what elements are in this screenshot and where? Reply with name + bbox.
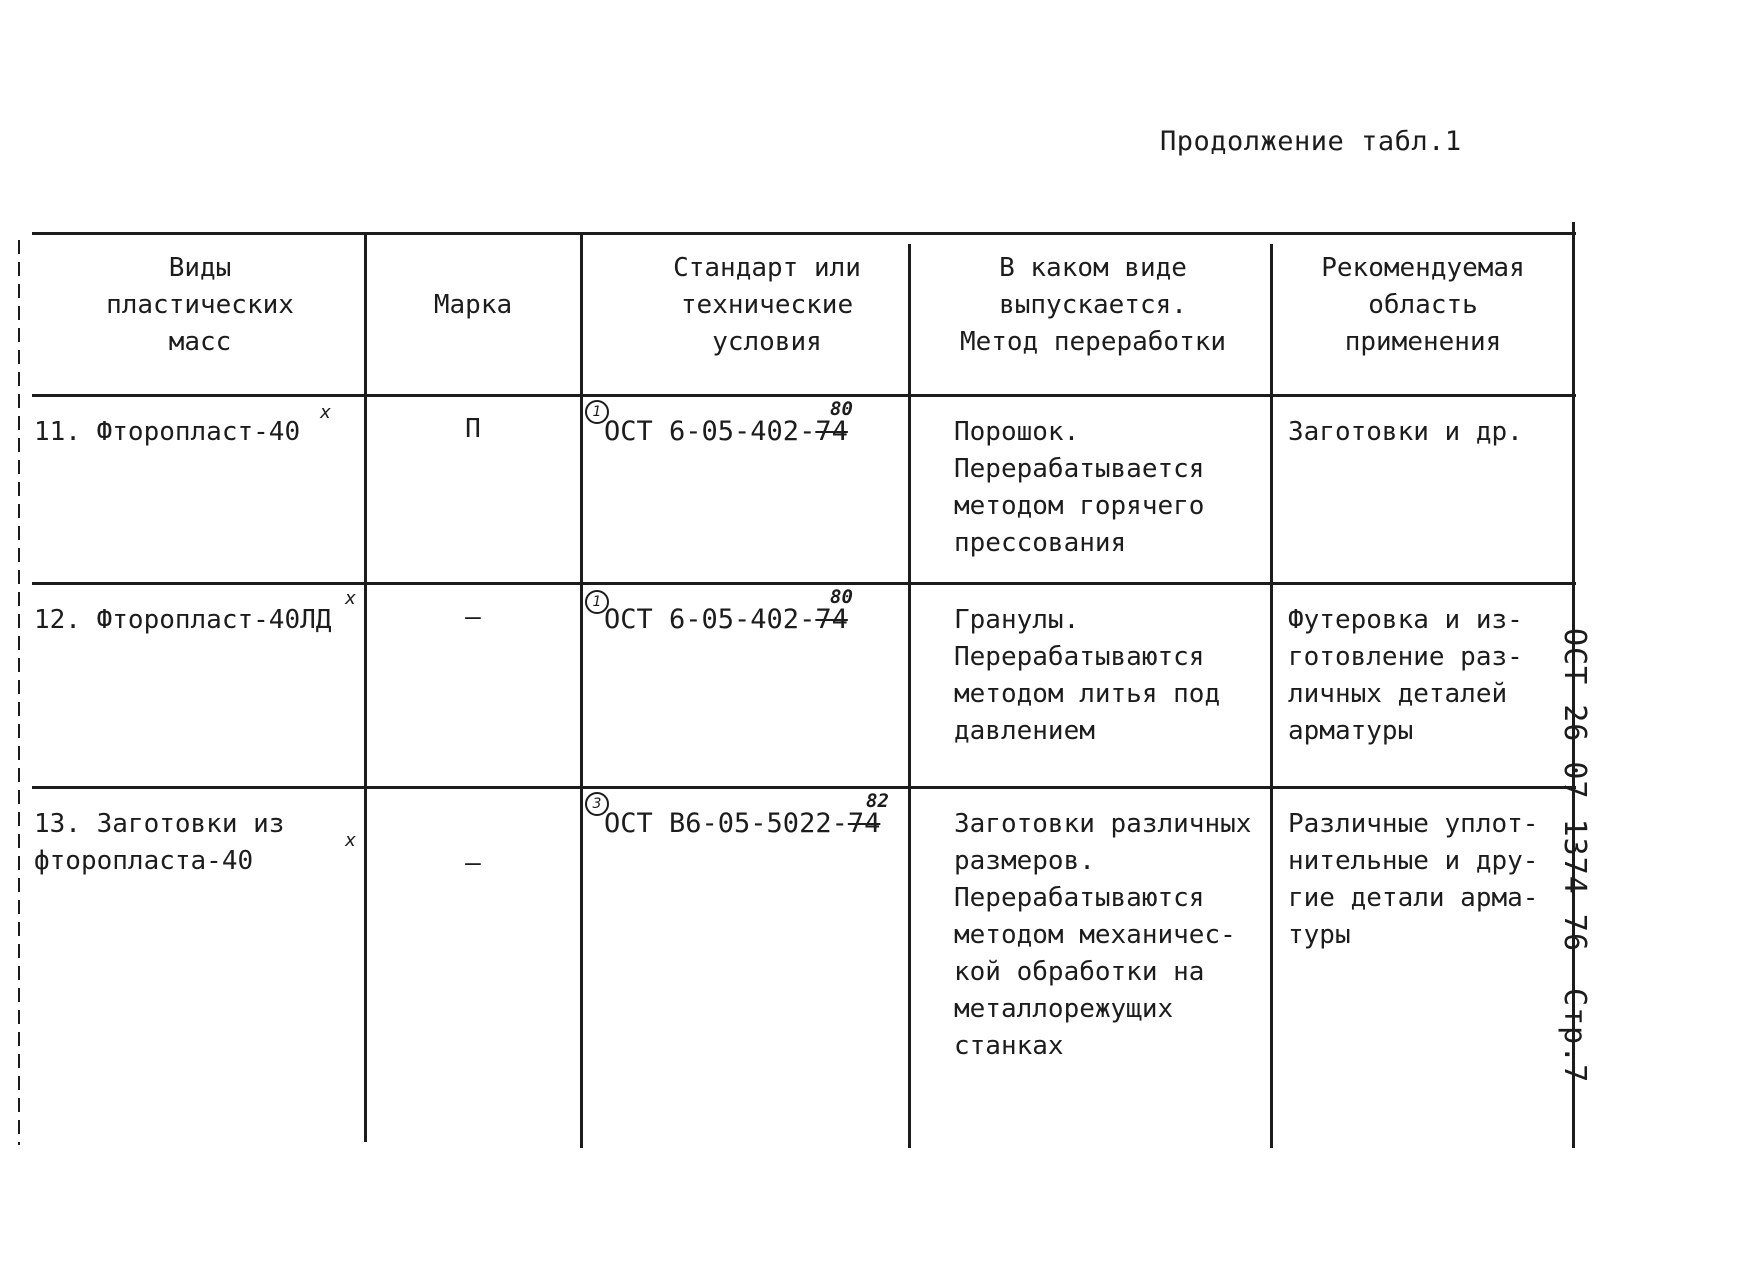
standard-prefix: ОСТ 6-05-402- (604, 416, 816, 447)
standard-correction: 80 (830, 398, 853, 420)
row-name: 12. Фторопласт-40ЛД (34, 605, 332, 635)
row-form: Гранулы. Перерабатываются методом литья под давлением (954, 605, 1221, 746)
amendment-circle: 1 (585, 590, 609, 614)
standard-old-year: 74 (815, 604, 848, 635)
header-grade: Марка (433, 290, 513, 320)
header-application: Рекомендуемая область применения (1321, 253, 1525, 357)
standard-prefix: ОСТ 6-05-402- (604, 604, 816, 635)
row-application: Заготовки и др. (1288, 417, 1523, 447)
standard-old-year: 74 (847, 808, 881, 839)
footnote-mark: x (320, 402, 331, 423)
row-application: Футеровка и из- готовление раз- личных деталей арматуры (1288, 605, 1523, 746)
amendment-circle: 1 (585, 400, 609, 424)
header-plastic-type: Виды пластических масс (106, 253, 294, 357)
standard-old-year: 74 (815, 416, 848, 447)
row-grade: — (465, 602, 481, 632)
column-divider (580, 232, 583, 1148)
standard-correction: 80 (830, 586, 853, 608)
standard-prefix: ОСТ В6-05-5022- (604, 808, 848, 839)
footnote-mark: x (345, 830, 356, 851)
row-standard (604, 808, 880, 839)
row-application: Различные уплот- нительные и дру- гие детали арма- туры (1288, 809, 1539, 950)
row-name: 11. Фторопласт-40 (34, 417, 301, 447)
row-standard (604, 416, 848, 447)
header-bottom-rule (32, 394, 1576, 397)
table-caption: Продолжение табл.1 (1160, 126, 1462, 157)
row-grade: — (465, 848, 481, 878)
column-divider (908, 244, 911, 1148)
row-form: Заготовки различных размеров. Перерабатываются методом механичес- кой обработки на металлорежущих станках (954, 809, 1252, 1061)
row-name: 13. Заготовки из фторопласта-40 (34, 809, 285, 876)
column-divider (364, 234, 367, 1142)
row-standard (604, 604, 848, 635)
side-document-label (1557, 628, 1592, 1083)
document-number: ОСТ 26-07-1374-76 (1557, 628, 1592, 953)
row-grade: П (465, 414, 481, 444)
header-standard: Стандарт или технические условия (673, 253, 861, 357)
row-12-bottom-rule (32, 786, 1576, 789)
table-top-rule (32, 232, 1576, 235)
standard-correction: 82 (866, 790, 889, 812)
footnote-mark: x (345, 588, 356, 609)
header-form-method: В каком виде выпускается. Метод переработки (959, 253, 1227, 357)
row-11-bottom-rule (32, 582, 1576, 585)
amendment-circle: 3 (585, 792, 609, 816)
page-number: Стр.7 (1557, 988, 1592, 1084)
column-divider (1270, 244, 1273, 1148)
row-form: Порошок. Перерабатывается методом горячего прессования (954, 417, 1205, 558)
left-border (18, 240, 20, 1145)
